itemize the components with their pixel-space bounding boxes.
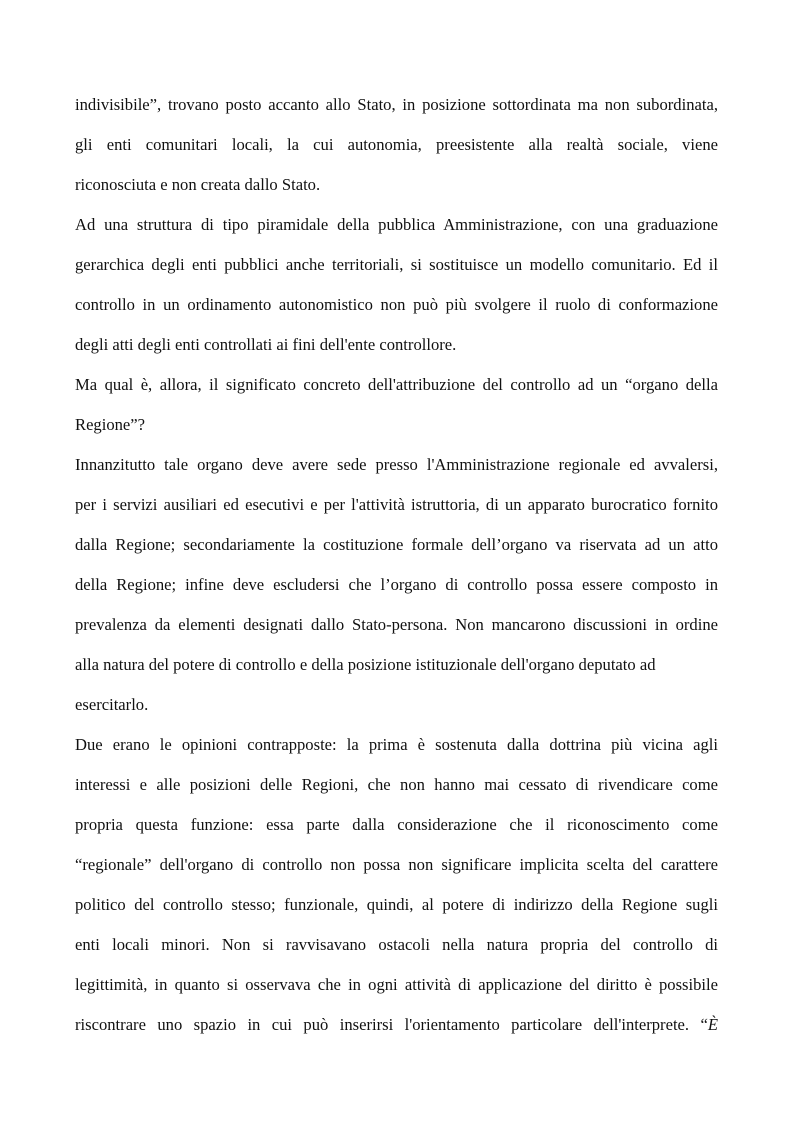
text-line: enti locali minori. Non si ravvisavano ostacoli nella natura propria del controllo di	[75, 935, 718, 954]
text-line: alla natura del potere di controllo e della posizione istituzionale dell'organo deputato ad	[75, 655, 656, 674]
text-line: controllo in un ordinamento autonomistico non può più svolgere il ruolo di conformazione	[75, 295, 718, 314]
text-line: dalla Regione; secondariamente la costituzione formale dell’organo va riservata ad un atto	[75, 535, 718, 554]
document-page	[75, 91, 718, 1051]
text-line: riconosciuta e non creata dallo Stato.	[75, 175, 321, 194]
text-line: Innanzitutto tale organo deve avere sede presso l'Amministrazione regionale ed avvalersi,	[75, 455, 718, 474]
text-line: propria questa funzione: essa parte dalla considerazione che il riconoscimento come	[75, 815, 718, 834]
text-line: interessi e alle posizioni delle Regioni, che non hanno mai cessato di rivendicare come	[75, 775, 718, 794]
text-line: indivisibile”, trovano posto accanto allo Stato, in posizione sottordinata ma non subordinata,	[75, 95, 718, 114]
text-line: per i servizi ausiliari ed esecutivi e per l'attività istruttoria, di un apparato burocratico fornito	[75, 495, 718, 514]
text-line: degli atti degli enti controllati ai fini dell'ente controllore.	[75, 335, 457, 354]
text-line: politico del controllo stesso; funzionale, quindi, al potere di indirizzo della Regione sugli	[75, 895, 718, 914]
text-line: “regionale” dell'organo di controllo non possa non significare implicita scelta del carattere	[75, 855, 718, 874]
text-line: Ma qual è, allora, il significato concreto dell'attribuzione del controllo ad un “organo della	[75, 375, 718, 394]
text-line: della Regione; infine deve escludersi che l’organo di controllo possa essere composto in	[75, 575, 718, 594]
text-line: esercitarlo.	[75, 695, 149, 714]
italic-fragment: È	[707, 1015, 718, 1034]
text-line-body: riscontrare uno spazio in cui può inserirsi l'orientamento particolare dell'interprete. “	[75, 1015, 708, 1034]
text-line-last	[75, 1011, 718, 1051]
text-line: Due erano le opinioni contrapposte: la prima è sostenuta dalla dottrina più vicina agli	[75, 735, 718, 754]
text-line: gli enti comunitari locali, la cui autonomia, preesistente alla realtà sociale, viene	[75, 135, 718, 154]
text-line: legittimità, in quanto si osservava che in ogni attività di applicazione del diritto è possibile	[75, 975, 718, 994]
text-line: Regione”?	[75, 415, 146, 434]
text-line: gerarchica degli enti pubblici anche territoriali, si sostituisce un modello comunitario. Ed il	[75, 255, 718, 274]
text-line: prevalenza da elementi designati dallo Stato-persona. Non mancarono discussioni in ordine	[75, 615, 718, 634]
text-line: Ad una struttura di tipo piramidale della pubblica Amministrazione, con una graduazione	[75, 215, 718, 234]
